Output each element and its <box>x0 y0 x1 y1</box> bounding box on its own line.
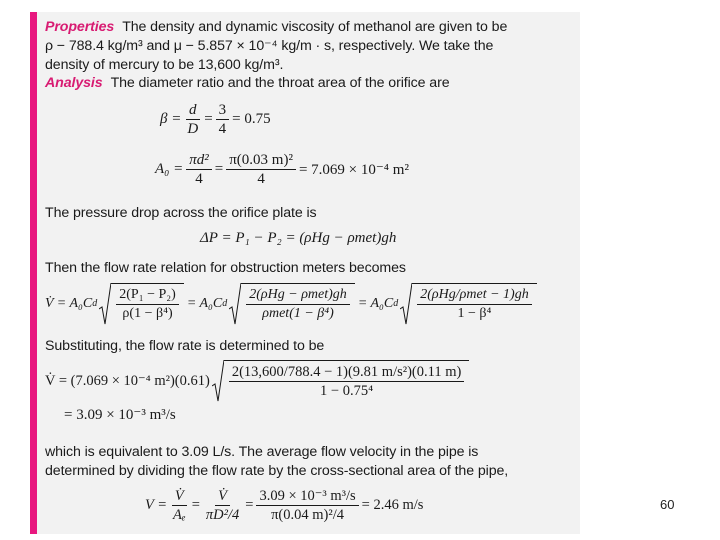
equiv-line-1: which is equivalent to 3.09 L/s. The average flow velocity in the pipe is <box>45 444 479 460</box>
analysis-text: The diameter ratio and the throat area of the orifice are <box>110 75 450 91</box>
properties-heading: Properties <box>45 19 115 35</box>
subst-intro: Substituting, the flow rate is determined to be <box>45 338 325 354</box>
area-frac-1: $\frac{\text{πd²}}{4}$ <box>186 152 212 187</box>
area-result: = 7.069 × 10⁻⁴ m² <box>298 162 409 178</box>
radical-4: $\frac{\text{2(13,600/788.4 − 1)(9.81 m/s²)(0.11 m)}}{\text{1 − 0.75⁴}}$ <box>212 360 469 402</box>
beta-lhs: β = <box>160 111 182 127</box>
area-frac-2: $\frac{\text{π(0.03 m)²}}{4}$ <box>226 152 296 187</box>
beta-frac-2: $\frac{3}{4}$ <box>216 102 230 137</box>
radical-3: $\frac{\text{2(ρHg/ρmet − 1)gh}}{\text{1 − β⁴}}$ <box>400 283 536 325</box>
velocity-result: = 2.46 m/s <box>361 497 424 513</box>
radical-2: $\frac{\text{2(ρHg − ρmet)gh}}{\text{ρmet(1 − β⁴)}}$ <box>229 283 355 325</box>
analysis-line <box>45 74 450 92</box>
pressure-intro: The pressure drop across the orifice plate is <box>45 205 317 221</box>
flow-intro: Then the flow rate relation for obstruction meters becomes <box>45 260 406 276</box>
velocity-equation: V = $\frac{V̇}{\text{Aₑ}}$ = $\frac{V̇}{\text{πD²/4}}$ = $\frac{\text{3.09 × 10⁻³ m³/s}}{\text{π(0.04 m)²/4}}$ = 2.46 m/s <box>145 488 424 523</box>
properties-line-2: ρ − 788.4 kg/m³ and μ − 5.857 × 10⁻⁴ kg/m · s, respectively. We take the <box>45 38 494 54</box>
pressure-drop-equation: ΔP = P₁ − P₂ = (ρHg − ρmet)gh <box>200 230 397 246</box>
area-equation: A₀ = $\frac{\text{πd²}}{4}$ = $\frac{\text{π(0.03 m)²}}{4}$ = 7.069 × 10⁻⁴ m² <box>155 152 409 187</box>
radical-1: $\frac{\text{2(P₁ − P₂)}}{\text{ρ(1 − β⁴)}}$ <box>99 283 184 325</box>
flow-rate-result: = 3.09 × 10⁻³ m³/s <box>64 407 176 423</box>
accent-bar <box>30 12 37 534</box>
flow-relation-equation: V̇ = A₀C d $\frac{\text{2(P₁ − P₂)}}{\text{ρ(1 − β⁴)}}$ = A₀C d $\frac{\text{2(ρHg − ρmet)gh}}{\text{ρmet(1 − β⁴)}}$ = A₀C d $\frac{\text{2(ρHg/ρmet − 1)gh}}{\text{1 − β⁴}}$ <box>45 283 537 325</box>
properties-line-1 <box>45 18 507 36</box>
analysis-heading: Analysis <box>45 75 103 91</box>
properties-line-3: density of mercury to be 13,600 kg/m³. <box>45 57 284 73</box>
page-number: 60 <box>660 497 675 512</box>
beta-result: = 0.75 <box>232 111 271 127</box>
properties-text-1: The density and dynamic viscosity of methanol are given to be <box>122 19 508 35</box>
area-lhs: A₀ = <box>155 161 184 177</box>
equiv-line-2: determined by dividing the flow rate by the cross-sectional area of the pipe, <box>45 463 509 479</box>
beta-equation: β = $\frac{d}{D}$ = $\frac{3}{4}$ = 0.75 <box>160 102 271 137</box>
beta-frac-1: $\frac{d}{D}$ <box>187 102 199 137</box>
substitution-equation: V̇ = (7.069 × 10⁻⁴ m²)(0.61) $\frac{\text{2(13,600/788.4 − 1)(9.81 m/s²)(0.11 m)}}{\text{1 − 0.75⁴}}$ <box>45 360 469 402</box>
